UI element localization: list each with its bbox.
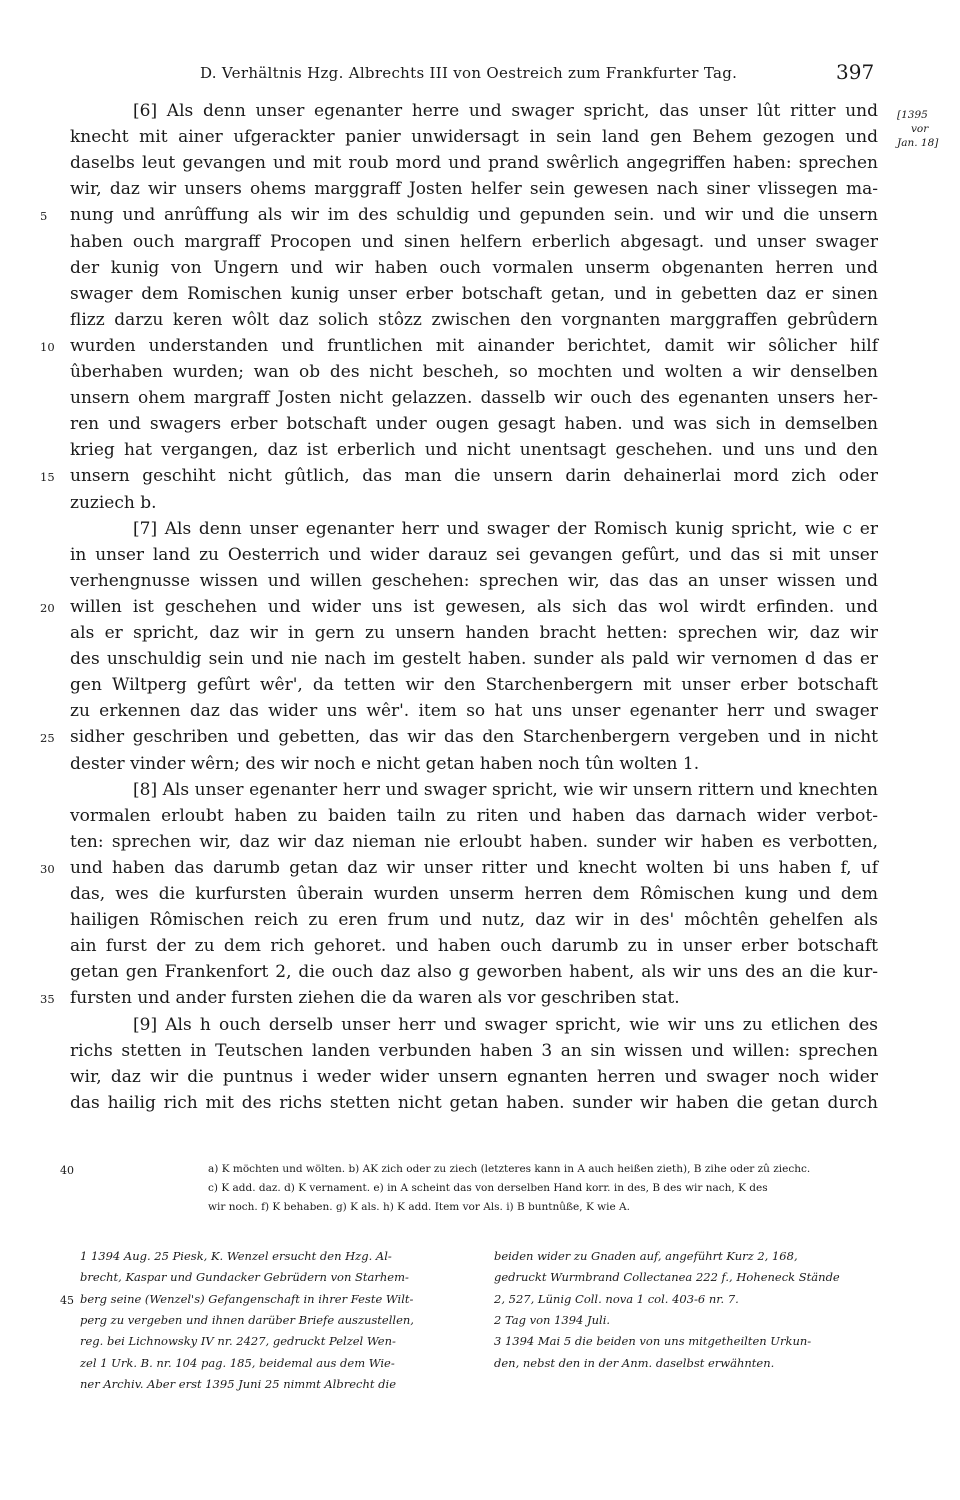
text-line [70,907,878,933]
text-line-content: hailigen Rômischen reich zu eren frum und nutz, daz wir in des' môchtên gehelfen als [70,910,878,931]
text-line [70,933,878,959]
text-line-content: [6] Als denn unser egenanter herre und swager spricht, das unser lût ritter und [133,101,878,121]
text-line [70,568,878,594]
text-line [70,698,878,724]
text-line-content: und haben das darumb getan daz wir unser ritter und knecht wolten bi uns haben f, uf [70,857,878,878]
text-line [40,724,878,750]
footnote-line: den, nebst den in der Anm. daselbst erwähnten. [494,1355,775,1370]
text-line [40,855,878,881]
footnote-line: ner Archiv. Aber erst 1395 Juni 25 nimmt Albrecht die [80,1376,396,1391]
line-number: 35 [40,992,55,1007]
text-line-content: haben ouch margraff Procopen und sinen helfern erberlich abgesagt. und unser swager [70,231,878,252]
text-line-content: ûberhaben wurden; wan ob des nicht bescheh, so mochten und wolten a wir denselben [70,362,878,382]
text-line-content: das, wes die kurfursten ûberain wurden unserm herren dem Rômischen kung und dem [70,884,878,904]
text-line-content: unsern ohem margraff Josten nicht gelazzen. dasselb wir ouch des egenanten unsers her- [70,388,878,409]
text-line [70,359,878,385]
text-line-content: willen ist geschehen und wider uns ist gewesen, als sich das wol wirdt erfinden. und [70,596,878,617]
text-line-content: das hailig rich mit des richs stetten nicht getan haben. sunder wir haben die getan durch [70,1092,878,1113]
text-line-content: verhengnusse wissen und willen geschehen: sprechen wir, das das an unser wissen und [70,570,878,591]
text-line-content: [8] Als unser egenanter herr und swager spricht, wie wir unsern rittern und knechten [133,779,878,800]
text-line [70,829,878,855]
text-line [70,646,878,672]
footnote-line: reg. bei Lichnowsky IV nr. 2427, gedruckt Pelzel Wen- [80,1334,396,1349]
text-line-content: nung und anrûffung als wir im des schuldig und gepunden sein. und wir und die unsern [70,205,878,226]
text-line [70,176,878,202]
text-line-content: swager dem Romischen kunig unser erber botschaft getan, und in gebetten daz er sinen [70,283,878,304]
text-line [70,281,878,307]
line-number: 5 [40,209,48,224]
text-line [70,307,878,333]
text-line [40,333,878,359]
text-line [40,594,878,620]
text-line-content: ten: sprechen wir, daz wir daz nieman nie erloubt haben. sunder wir haben es verbotten, [70,831,878,852]
text-line [70,411,878,437]
line-number: 15 [40,470,55,485]
margin-note-line: [1395 [897,109,928,121]
line-number: 20 [40,600,55,615]
text-line-content: krieg hat vergangen, daz ist erberlich und nicht unentsagt geschehen. und uns und den [70,440,878,461]
text-line [70,150,878,176]
text-line [70,1090,878,1116]
text-line-content: ren und swagers erber botschaft under ougen gesagt haben. und was sich in demselben [70,414,878,435]
text-line-content: als er spricht, daz wir in gern zu unsern handen bracht hetten: sprechen wir, daz wir [70,623,878,643]
footnote-line: 2, 527, Lünig Coll. nova 1 col. 403-6 nr. 7. [494,1291,739,1306]
text-line-content: der kunig von Ungern und wir haben ouch vormalen unserm obgenanten herren und [70,257,878,278]
text-line [40,202,878,228]
margin-note-line: vor [911,123,929,135]
text-line [70,542,878,568]
text-line [70,124,878,150]
line-number: 30 [40,861,55,876]
variant-line: a) K möchten und wölten. b) AK zich oder zu ziech (letzteres kann in A auch heißen zieth), B zihe oder zû ziechc. [208,1163,811,1175]
text-line [70,881,878,907]
text-line [133,777,878,803]
text-line-content: daselbs leut gevangen und mit roub mord und prand swêrlich angegriffen haben: sprechen [70,153,878,174]
text-line-content: sidher geschriben und gebetten, das wir das den Starchenbergern vergeben und in nicht [70,727,878,748]
variants-line-number: 40 [60,1164,74,1177]
text-line-content: vormalen erloubt haben zu baiden tailn zu riten und haben das darnach wider verbot- [70,805,878,826]
text-line-content: gen Wiltperg gefûrt wêr', da tetten wir den Starchenbergern mit unser erber botschaft [70,675,878,696]
text-line-content: dester vinder wêrn; des wir noch e nicht getan haben noch tûn wolten 1. [70,753,700,774]
text-line-content: in unser land zu Oesterrich und wider darauz sei gevangen gefûrt, und das si mit unser [70,544,878,565]
text-line [70,959,878,985]
text-line [40,463,878,489]
text-line [70,255,878,281]
text-line [70,751,878,777]
line-number: 10 [40,339,55,354]
text-line [133,98,878,124]
text-line [70,385,878,411]
text-line-content: richs stetten in Teutschen landen verbunden haben 3 an sin wissen und willen: sprechen [70,1040,878,1061]
variant-line: c) K add. daz. d) K vernament. e) in A scheint das von derselben Hand korr. in des, B des wir nach, K des [208,1182,768,1194]
line-number: 25 [40,731,55,746]
text-line-content: zu erkennen daz das wider uns wêr'. item so hat uns unser egenanter herr und swager [70,701,878,722]
text-line-content: ain furst der zu dem rich gehoret. und haben ouch darumb zu in unser erber botschaft [70,936,878,957]
text-line-content: [7] Als denn unser egenanter herr und swager der Romisch kunig spricht, wie c er [133,518,878,539]
text-line-content: flizz darzu keren wôlt daz solich stôzz zwischen den vorgnanten marggraffen gebrûdern [70,309,878,330]
text-line-content: getan gen Frankenfort 2, die ouch daz also g geworben habent, als wir uns des an die kur- [70,962,878,983]
page-number: 397 [836,60,875,84]
text-line-content: fursten und ander fursten ziehen die da waren als vor geschriben stat. [70,988,680,1009]
text-line [133,516,878,542]
text-line [70,229,878,255]
text-line-content: unsern geschiht nicht gûtlich, das man die unsern darin dehainerlai mord zich oder [70,466,878,487]
footnote-line: 2 Tag von 1394 Juli. [494,1312,611,1327]
text-line [70,437,878,463]
text-line [70,620,878,646]
text-line [70,490,878,516]
text-line-content: zuziech b. [70,492,157,513]
text-line-content: wir, daz wir die puntnus i weder wider unsern egnanten herren und swager noch wider [70,1066,878,1087]
running-header: D. Verhältnis Hzg. Albrechts III von Oestreich zum Frankfurter Tag. [200,64,738,82]
footnote-line: 1 1394 Aug. 25 Piesk, K. Wenzel ersucht den Hzg. Al- [80,1249,392,1263]
text-line [70,803,878,829]
text-line [133,1012,878,1038]
text-line-content: des unschuldig sein und nie nach im gestelt haben. sunder als pald wir vernomen d das er [70,649,878,670]
text-line-content: wir, daz wir unsers ohems marggraff Josten helfer sein gewesen nach siner vlissegen ma- [70,179,878,200]
footnote-line: berg seine (Wenzel's) Gefangenschaft in ihrer Feste Wilt- [80,1291,414,1306]
footnote-line: zel 1 Urk. B. nr. 104 pag. 185, beidemal aus dem Wie- [80,1355,395,1370]
footnote-line: 3 1394 Mai 5 die beiden von uns mitgetheilten Urkun- [494,1334,812,1349]
text-line-content: wurden understanden und fruntlichen mit ainander berichtet, damit wir sôlicher hilf [70,335,878,356]
variant-line: wir noch. f) K behaben. g) K als. h) K add. Item vor Als. i) B buntnûße, K wie A. [208,1201,630,1213]
text-line-content: knecht mit ainer ufgerackter panier unwidersagt in sein land gen Behem gezogen und [70,127,878,148]
text-line [70,1064,878,1090]
text-line [70,1038,878,1064]
footnotes-line-number: 45 [60,1294,74,1307]
text-line-content: [9] Als h ouch derselb unser herr und swager spricht, wie wir uns zu etlichen des [133,1014,878,1035]
margin-note-line: Jan. 18] [897,137,939,149]
footnote-line: perg zu vergeben und ihnen darüber Briefe auszustellen, [80,1312,414,1327]
footnote-line: brecht, Kaspar und Gundacker Gebrüdern von Starhem- [80,1270,409,1285]
footnote-line: gedruckt Wurmbrand Collectanea 222 f., Hoheneck Stände [494,1270,840,1285]
footnote-line: beiden wider zu Gnaden auf, angeführt Kurz 2, 168, [494,1249,798,1263]
text-line [70,672,878,698]
margin-note [897,108,957,150]
text-line [40,985,878,1011]
